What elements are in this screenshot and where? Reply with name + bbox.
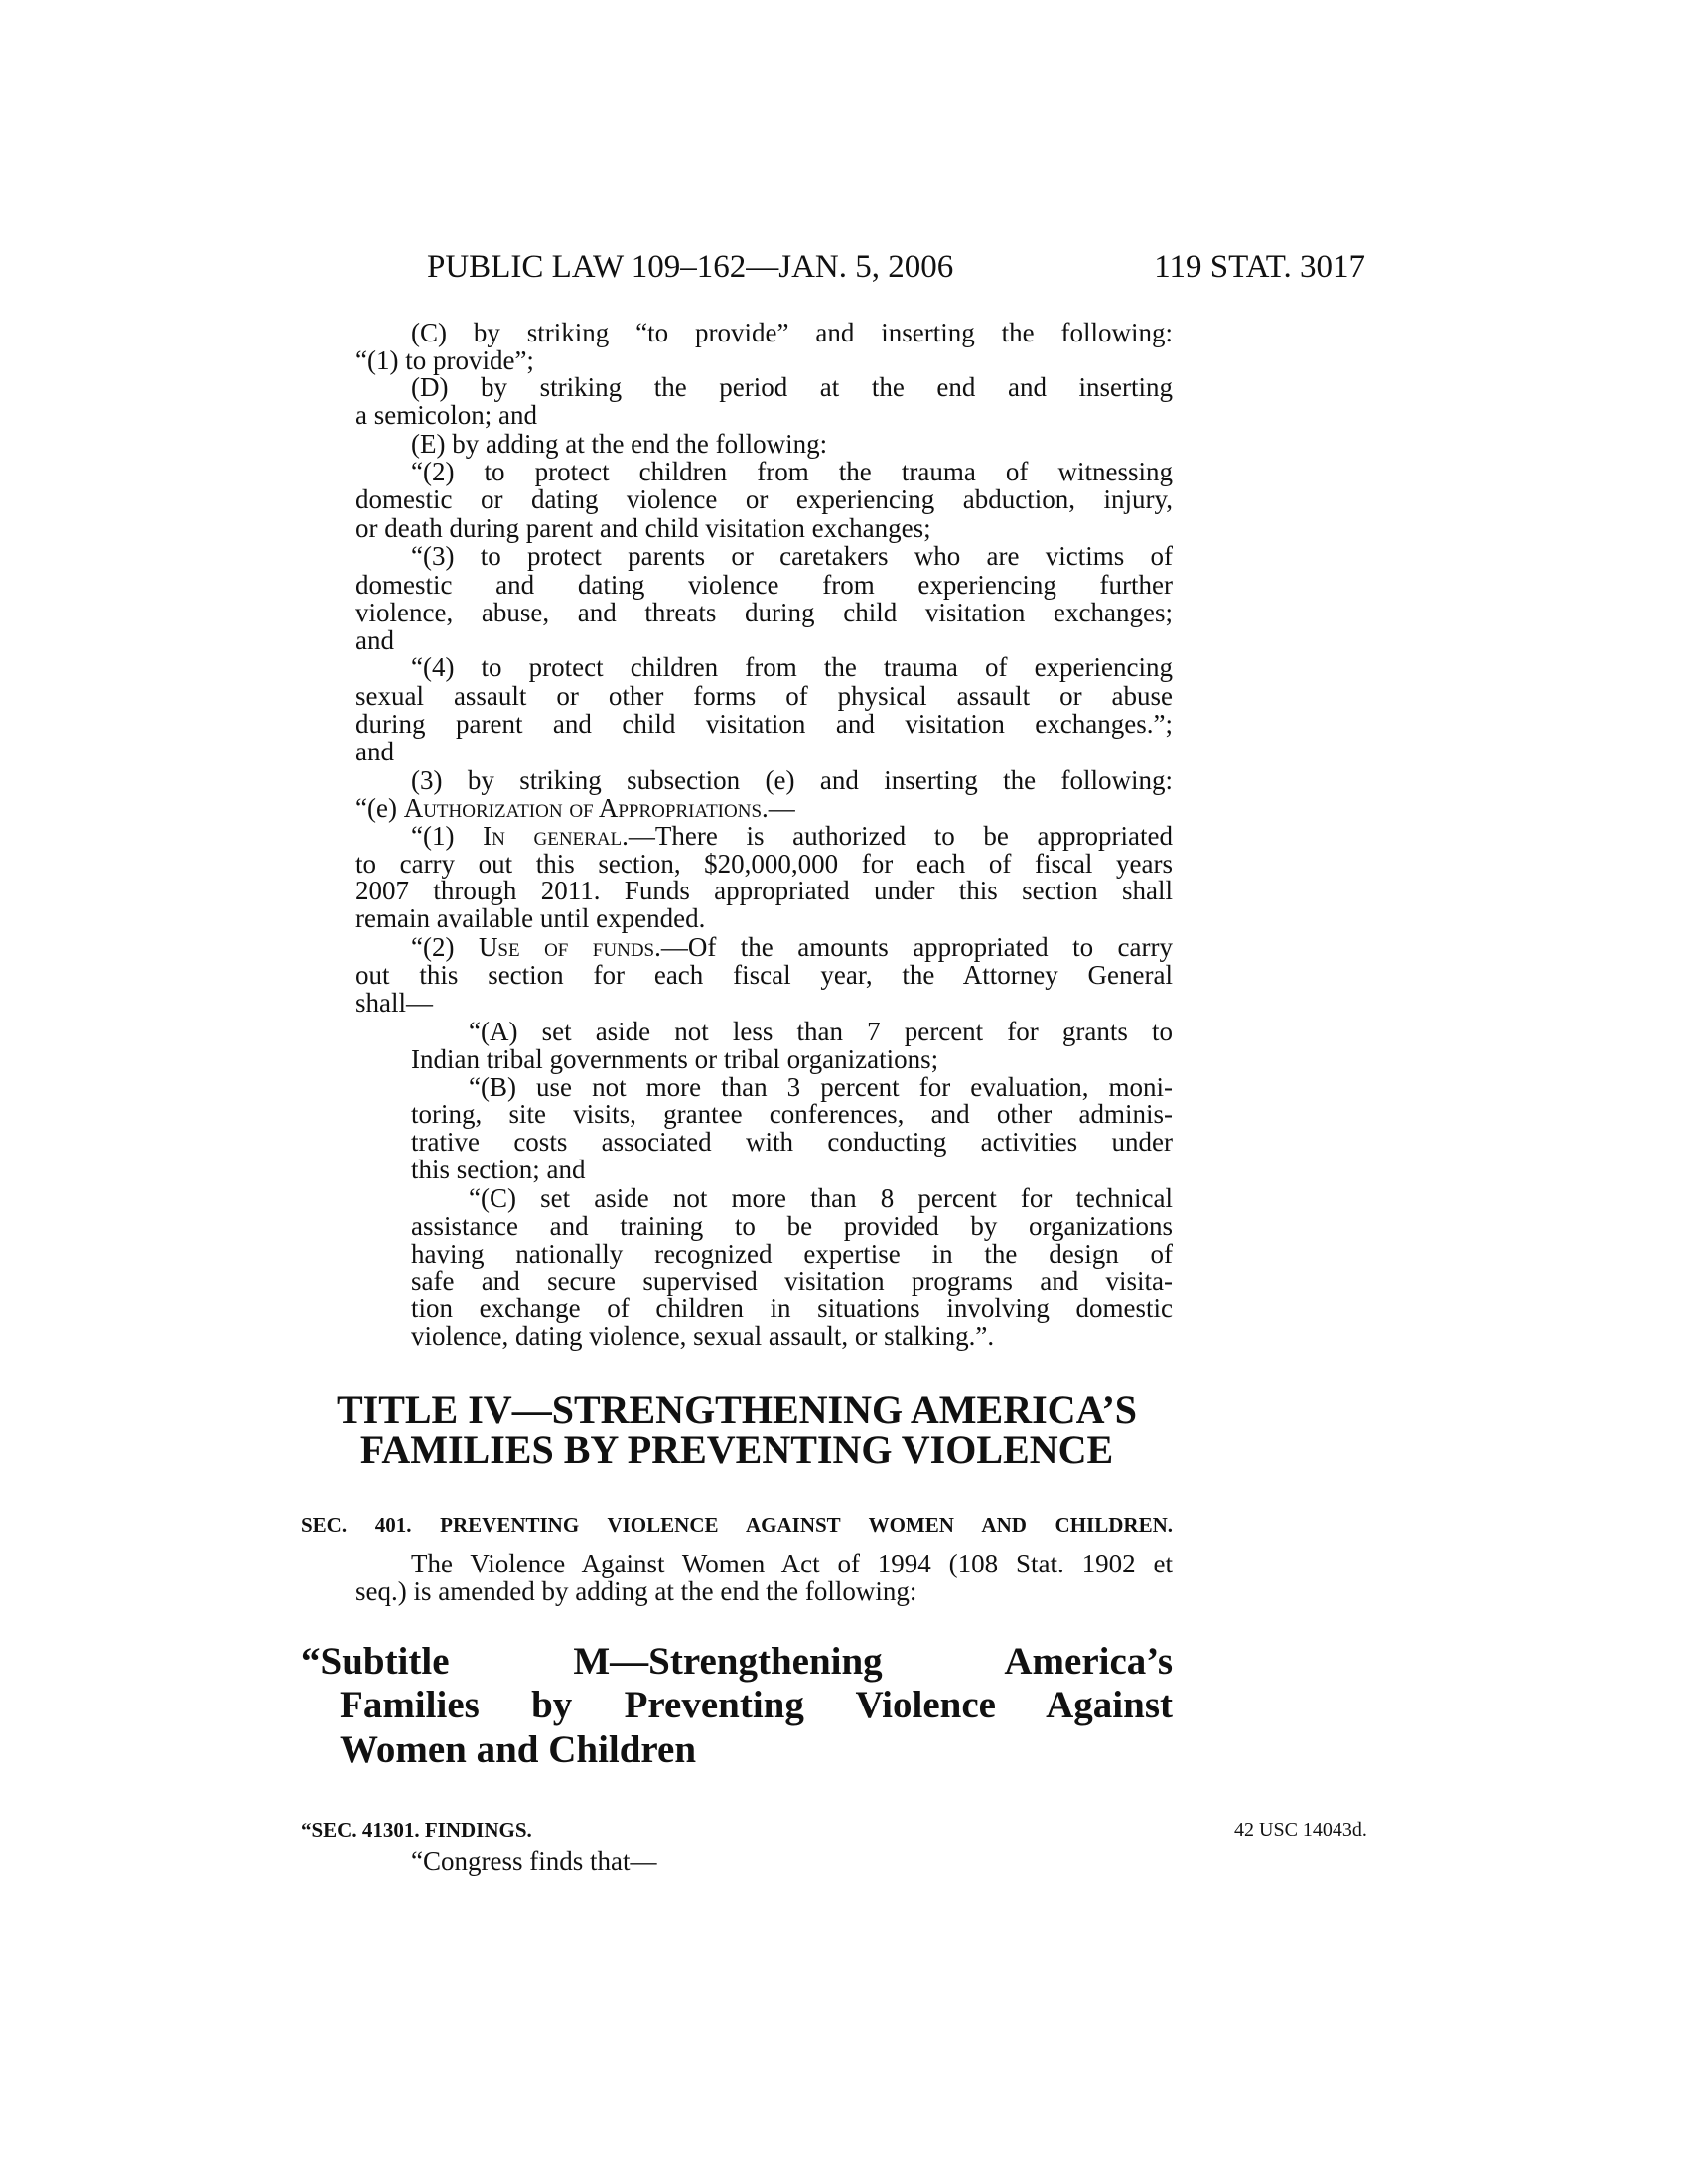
- text-line: (D) by striking the period at the end and inserting: [411, 372, 1173, 402]
- subtitle-m-heading-line3: Women and Children: [340, 1728, 697, 1771]
- subtitle-m-heading-line2: Families by Preventing Violence Against: [340, 1684, 1173, 1726]
- sec-41301-paragraph: “Congress finds that—: [411, 1846, 657, 1876]
- text-line: to carry out this section, $20,000,000 for each of fiscal years: [355, 849, 1173, 879]
- text-line: safe and secure supervised visitation programs and visita-: [411, 1266, 1173, 1296]
- text-line: out this section for each fiscal year, the Attorney General: [355, 960, 1173, 990]
- text-segment: .—Of the amounts appropriated to carry: [654, 932, 1174, 962]
- text-line: “(2) to protect children from the trauma of witnessing: [411, 457, 1173, 486]
- text-line: tion exchange of children in situations involving domestic: [411, 1294, 1173, 1323]
- text-line: toring, site visits, grantee conferences, and other adminis-: [411, 1099, 1173, 1129]
- text-line: sexual assault or other forms of physical assault or abuse: [355, 681, 1173, 711]
- text-line: “(C) set aside not more than 8 percent for technical: [469, 1183, 1173, 1213]
- running-header-stat-page: 119 STAT. 3017: [1154, 249, 1365, 285]
- text-line: “(A) set aside not less than 7 percent for grants to: [469, 1017, 1173, 1046]
- text-line: [411, 821, 1173, 851]
- text-line: and: [355, 737, 394, 766]
- sec-401-paragraph-line2: seq.) is amended by adding at the end the following:: [355, 1576, 917, 1606]
- text-line: [411, 932, 1173, 962]
- text-line: (3) by striking subsection (e) and inserting the following:: [411, 765, 1173, 795]
- text-line: or death during parent and child visitation exchanges;: [355, 513, 931, 543]
- title-iv-heading-line2: FAMILIES BY PREVENTING VIOLENCE: [359, 1428, 1114, 1472]
- text-line: remain available until expended.: [355, 903, 706, 933]
- text-line: a semicolon; and: [355, 400, 537, 430]
- text-line: (C) by striking “to provide” and inserting the following:: [411, 318, 1173, 347]
- text-segment: .—There is authorized to be appropriated: [622, 821, 1173, 851]
- text-line: Indian tribal governments or tribal organizations;: [411, 1044, 939, 1074]
- text-line: violence, dating violence, sexual assault, or stalking.”.: [411, 1321, 995, 1351]
- text-segment: “(2): [411, 932, 479, 962]
- text-line: and: [355, 625, 394, 655]
- text-line: “(4) to protect children from the trauma of experiencing: [411, 652, 1173, 682]
- text-segment: “(1): [411, 821, 484, 851]
- sec-41301-heading: “SEC. 41301. FINDINGS.: [301, 1818, 532, 1842]
- text-line: [355, 793, 1173, 823]
- text-line: shall—: [355, 988, 433, 1018]
- sec-401-paragraph-line1: The Violence Against Women Act of 1994 (108 Stat. 1902 et: [411, 1549, 1173, 1578]
- small-caps-heading: Authorization of Appropriations: [403, 793, 763, 823]
- text-line: domestic or dating violence or experiencing abduction, injury,: [355, 484, 1173, 514]
- text-line: assistance and training to be provided by organizations: [411, 1211, 1173, 1241]
- text-line: having nationally recognized expertise in the design of: [411, 1239, 1173, 1269]
- text-segment: .—: [762, 793, 795, 823]
- text-line: “(B) use not more than 3 percent for evaluation, moni-: [469, 1072, 1173, 1102]
- small-caps-heading: In general: [483, 821, 623, 851]
- text-line: trative costs associated with conducting activities under: [411, 1127, 1173, 1157]
- text-line: 2007 through 2011. Funds appropriated under this section shall: [355, 876, 1173, 905]
- text-line: domestic and dating violence from experiencing further: [355, 570, 1173, 600]
- text-segment: “(e): [355, 793, 404, 823]
- title-iv-heading-line1: TITLE IV—STRENGTHENING AMERICA’S: [336, 1387, 1138, 1432]
- text-line: “(1) to provide”;: [355, 345, 534, 375]
- subtitle-m-heading-line1: “Subtitle M—Strengthening America’s: [301, 1640, 1173, 1683]
- text-line: this section; and: [411, 1155, 586, 1184]
- text-line: “(3) to protect parents or caretakers who are victims of: [411, 541, 1173, 571]
- text-line: during parent and child visitation and visitation exchanges.”;: [355, 709, 1173, 739]
- sec-401-heading: SEC. 401. PREVENTING VIOLENCE AGAINST WOMEN AND CHILDREN.: [301, 1513, 1173, 1537]
- running-header-law: PUBLIC LAW 109–162—JAN. 5, 2006: [427, 249, 954, 285]
- text-line: violence, abuse, and threats during child visitation exchanges;: [355, 598, 1173, 627]
- text-line: (E) by adding at the end the following:: [411, 429, 828, 459]
- margin-note-usc-citation: 42 USC 14043d.: [1234, 1819, 1367, 1841]
- small-caps-heading: Use of funds: [478, 932, 655, 962]
